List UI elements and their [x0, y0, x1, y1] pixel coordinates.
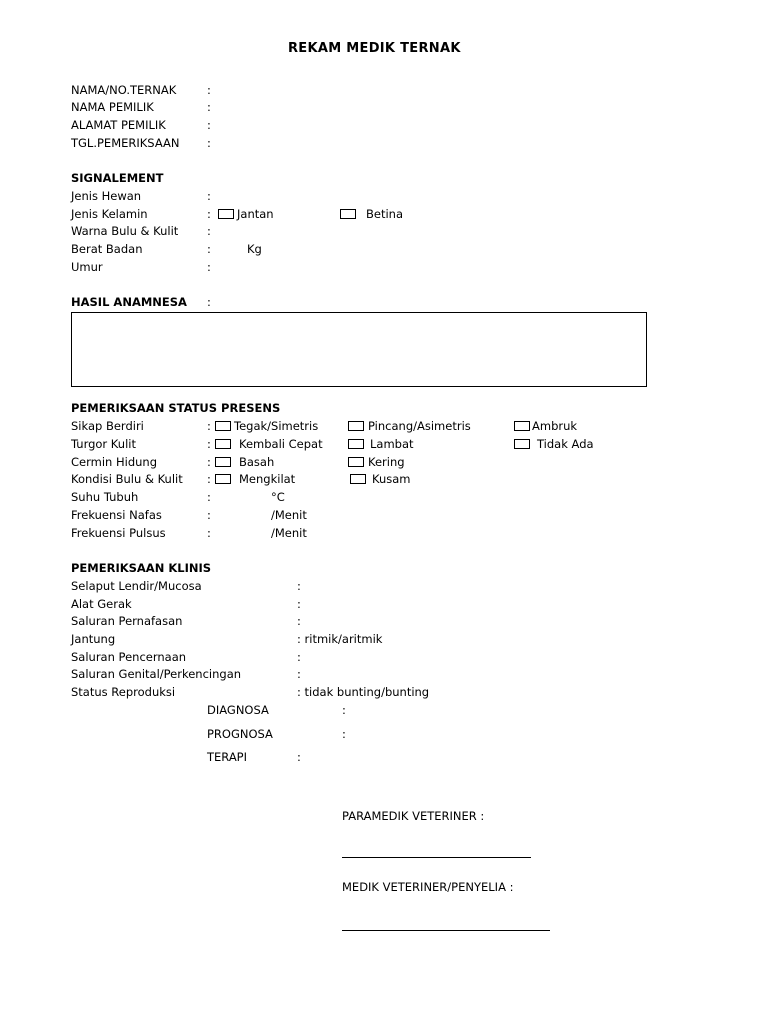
field-colon: :	[207, 490, 211, 504]
field-label-jenis-kelamin: Jenis Kelamin	[71, 207, 148, 221]
field-label-cermin-hidung: Cermin Hidung	[71, 455, 157, 469]
checkbox-jantan[interactable]	[218, 209, 234, 219]
checkbox-kusam[interactable]	[350, 474, 366, 484]
field-colon: :	[342, 727, 346, 741]
field-colon: :	[207, 455, 211, 469]
field-label-nama-ternak: NAMA/NO.TERNAK	[71, 83, 177, 97]
option-label-jantan: Jantan	[237, 207, 274, 221]
field-value-jantung: : ritmik/aritmik	[297, 632, 383, 646]
section-heading-signalement: SIGNALEMENT	[71, 171, 164, 185]
field-label-prognosa: PROGNOSA	[207, 727, 273, 741]
field-colon: :	[207, 118, 211, 132]
field-label-saluran-pencernaan: Saluran Pencernaan	[71, 650, 187, 664]
field-colon: :	[207, 526, 211, 540]
field-label-warna-bulu: Warna Bulu & Kulit	[71, 224, 179, 238]
field-colon: :	[207, 224, 211, 238]
checkbox-kering[interactable]	[348, 457, 364, 467]
field-label-jantung: Jantung	[71, 632, 116, 646]
unit-kg: Kg	[247, 242, 262, 256]
field-colon: :	[207, 295, 211, 309]
option-label-kembali-cepat: Kembali Cepat	[239, 437, 323, 451]
field-colon: :	[207, 472, 211, 486]
field-colon: :	[207, 100, 211, 114]
field-colon: :	[207, 419, 211, 433]
option-label-betina: Betina	[366, 207, 404, 221]
section-heading-anamnesa: HASIL ANAMNESA	[71, 295, 187, 309]
unit-per-menit: /Menit	[271, 508, 307, 522]
field-label-frekuensi-pulsus: Frekuensi Pulsus	[71, 526, 166, 540]
option-label-ambruk: Ambruk	[532, 419, 578, 433]
field-label-saluran-genital: Saluran Genital/Perkencingan	[71, 667, 242, 681]
field-colon: :	[297, 750, 301, 764]
checkbox-ambruk[interactable]	[514, 421, 530, 431]
option-label-tegak-simetris: Tegak/Simetris	[234, 419, 319, 433]
field-label-turgor-kulit: Turgor Kulit	[71, 437, 136, 451]
field-value: :	[297, 650, 301, 664]
field-label-status-reproduksi: Status Reproduksi	[71, 685, 176, 699]
field-colon: :	[207, 83, 211, 97]
field-value: :	[297, 614, 301, 628]
checkbox-kembali-cepat[interactable]	[215, 439, 231, 449]
field-label-tgl-pemeriksaan: TGL.PEMERIKSAAN	[71, 136, 180, 150]
field-colon: :	[207, 242, 211, 256]
option-label-lambat: Lambat	[370, 437, 414, 451]
signature-label-paramedik: PARAMEDIK VETERINER :	[342, 809, 485, 823]
field-value: :	[297, 597, 301, 611]
anamnesa-textbox[interactable]	[71, 312, 647, 387]
field-label-umur: Umur	[71, 260, 103, 274]
section-heading-klinis: PEMERIKSAAN KLINIS	[71, 561, 212, 575]
field-label-alat-gerak: Alat Gerak	[71, 597, 132, 611]
checkbox-tidak-ada[interactable]	[514, 439, 530, 449]
field-label-jenis-hewan: Jenis Hewan	[71, 189, 142, 203]
option-label-kusam: Kusam	[372, 472, 411, 486]
field-colon: :	[207, 207, 211, 221]
field-colon: :	[207, 136, 211, 150]
field-label-selaput-lendir: Selaput Lendir/Mucosa	[71, 579, 202, 593]
option-label-kering: Kering	[368, 455, 405, 469]
checkbox-lambat[interactable]	[348, 439, 364, 449]
unit-per-menit: /Menit	[271, 526, 307, 540]
field-label-frekuensi-nafas: Frekuensi Nafas	[71, 508, 162, 522]
field-label-suhu-tubuh: Suhu Tubuh	[71, 490, 139, 504]
field-label-saluran-pernafasan: Saluran Pernafasan	[71, 614, 183, 628]
signature-label-medik: MEDIK VETERINER/PENYELIA :	[342, 880, 514, 894]
section-heading-status-presens: PEMERIKSAAN STATUS PRESENS	[71, 401, 281, 415]
field-value: :	[297, 579, 301, 593]
page-title: REKAM MEDIK TERNAK	[288, 41, 461, 56]
option-label-pincang-asimetris: Pincang/Asimetris	[368, 419, 471, 433]
field-colon: :	[207, 508, 211, 522]
checkbox-basah[interactable]	[215, 457, 231, 467]
checkbox-tegak-simetris[interactable]	[215, 421, 231, 431]
field-colon: :	[207, 437, 211, 451]
checkbox-betina[interactable]	[340, 209, 356, 219]
field-value: :	[297, 667, 301, 681]
field-label-alamat-pemilik: ALAMAT PEMILIK	[71, 118, 166, 132]
field-label-nama-pemilik: NAMA PEMILIK	[71, 100, 154, 114]
field-label-terapi: TERAPI	[207, 750, 248, 764]
option-label-mengkilat: Mengkilat	[239, 472, 296, 486]
option-label-tidak-ada: Tidak Ada	[537, 437, 594, 451]
field-colon: :	[207, 260, 211, 274]
field-value-status-reproduksi: : tidak bunting/bunting	[297, 685, 430, 699]
field-label-sikap-berdiri: Sikap Berdiri	[71, 419, 144, 433]
field-label-diagnosa: DIAGNOSA	[207, 703, 269, 717]
field-label-berat-badan: Berat Badan	[71, 242, 143, 256]
checkbox-pincang-asimetris[interactable]	[348, 421, 364, 431]
option-label-basah: Basah	[239, 455, 275, 469]
field-colon: :	[342, 703, 346, 717]
signature-line-paramedik	[342, 857, 531, 858]
unit-celsius: °C	[271, 490, 285, 504]
checkbox-mengkilat[interactable]	[215, 474, 231, 484]
field-colon: :	[207, 189, 211, 203]
signature-line-medik	[342, 930, 550, 931]
field-label-kondisi-bulu: Kondisi Bulu & Kulit	[71, 472, 183, 486]
